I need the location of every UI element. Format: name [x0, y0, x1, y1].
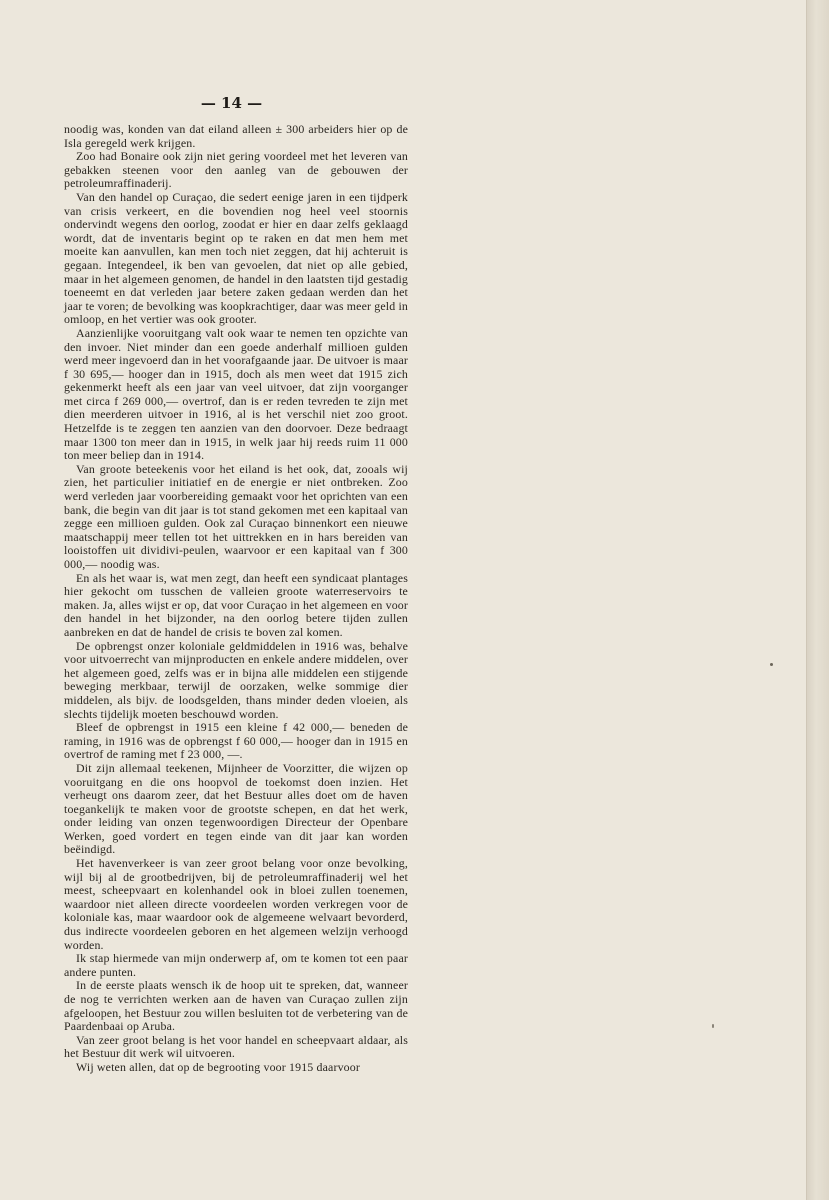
- paragraph: En als het waar is, wat men zegt, dan heeft een syndicaat plantages hier gekocht om tusschen de valleien groote waterreservoirs te maken. Ja, alles wijst er op, dat voor Curaçao in het algemeen en voor den handel in het bijzonder, na den oorlog betere tijden zullen aanbreken en dat de handel de crisis te boven zal komen.: [64, 570, 408, 639]
- paragraph: Van groote beteekenis voor het eiland is het ook, dat, zooals wij zien, het particulier initiatief en de energie er niet ontbreken. Zoo werd verleden jaar voorbereiding gemaakt voor het oprichten van een bank, die begin van dit jaar is tot stand gekomen met een kapitaal van zegge een millioen gulden. Ook zal Curaçao binnenkort een nieuwe maatschappij meer tellen tot het uittrekken en in hars bereiden van looistoffen uit dividivi-peulen, waarvoor er een kapitaal van f 300 000,— noodig was.: [64, 461, 408, 571]
- paragraph: In de eerste plaats wensch ik de hoop uit te spreken, dat, wanneer de nog te verrichten werken aan de haven van Curaçao zullen zijn afgeloopen, het Bestuur zou willen besluiten tot de verbetering van de Paardenbaai op Aruba.: [64, 978, 408, 1034]
- paragraph: Dit zijn allemaal teekenen, Mijnheer de Voorzitter, die wijzen op vooruitgang en die ons hoopvol de toekomst doen inzien. Het verheugt ons daarom zeer, dat het Bestuur alles doet om de haven toegankelijk te maken voor de grootste schepen, en dat het werk, onder leiding van onzen tegenwoordigen Directeur der Openbare Werken, goed vordert en tegen einde van dit jaar kan worden beëindigd.: [64, 760, 408, 857]
- paragraph: Het havenverkeer is van zeer groot belang voor onze bevolking, wijl bij al de grootbedrijven, bij de petroleumraffinaderij wel het meest, scheepvaart en kolenhandel ook in bloei zullen toenemen, waardoor niet alleen directe voordeelen worden verkregen voor de koloniale kas, maar waardoor ook de algemeene welvaart bevorderd, dus indirecte voordeelen geboren en het algemeen welzijn verhoogd worden.: [64, 856, 408, 952]
- paragraph: Aanzienlijke vooruitgang valt ook waar te nemen ten opzichte van den invoer. Niet minder dan een goede anderhalf millioen gulden werd meer ingevoerd dan in het voorafgaande jaar. De uitvoer is maar f 30 695,— hooger dan in 1915, doch als men weet dat 1915 zich gekenmerkt heeft als een jaar van veel uitvoer, dat zijn voorganger met circa f 269 000,— overtrof, dan is er reden tevreden te zijn met dien meerderen uitvoer in 1916, al is het verschil niet zoo groot. Hetzelfde is te zeggen ten aanzien van den doorvoer. Deze bedraagt maar 1300 ton meer dan in 1915, in welk jaar hij reeds ruim 11 000 ton meer beliep dan in 1914.: [64, 325, 408, 463]
- margin-mark: [712, 1024, 714, 1028]
- body-text: [64, 123, 408, 1075]
- paragraph: Van zeer groot belang is het voor handel en scheepvaart aldaar, als het Bestuur dit werk wil uitvoeren.: [64, 1032, 408, 1061]
- paragraph: Bleef de opbrengst in 1915 een kleine f 42 000,— beneden de raming, in 1916 was de opbrengst f 60 000,— hooger dan in 1915 en overtrof de raming met f 23 000, —.: [64, 720, 408, 762]
- paragraph: noodig was, konden van dat eiland alleen ± 300 arbeiders hier op de Isla geregeld werk krijgen.: [64, 122, 408, 150]
- paragraph: Ik stap hiermede van mijn onderwerp af, om te komen tot een paar andere punten.: [64, 951, 408, 979]
- paragraph: Zoo had Bonaire ook zijn niet gering voordeel met het leveren van gebakken steenen voor den aanleg van de gebouwen der petroleumraffinaderij.: [64, 149, 408, 191]
- paragraph: Van den handel op Curaçao, die sedert eenige jaren in een tijdperk van crisis verkeert, en die bovendien nog heel veel stoornis ondervindt wegens den oorlog, zoodat er hier en daar zelfs geklaagd wordt, dat de inventaris begint op te raken en dat men hem met moeite kan aanvullen, kan men toch niet zeggen, dat hij achteruit is gegaan. Integendeel, ik ben van gevoelen, dat niet op alle gebied, maar in het algemeen genomen, de handel in den laatsten tijd gestadig toeneemt en dat verleden jaar betere zaken gedaan werden dan het jaar te voren; de bevolking was koopkrachtiger, daar was meer geld in omloop, en het vertier was ook grooter.: [64, 189, 409, 327]
- margin-speck: [770, 663, 773, 666]
- page-number: — 14 —: [200, 94, 263, 112]
- paragraph: Wij weten allen, dat op de begrooting voor 1915 daarvoor: [76, 1059, 360, 1074]
- paragraph: De opbrengst onzer koloniale geldmiddelen in 1916 was, behalve voor uitvoerrecht van mijnproducten en enkele andere middelen, over het algemeen goed, zelfs was er in bijna alle middelen een stijgende beweging merkbaar, terwijl de oorzaken, welke sommige dier middelen, als bijv. de loodsgelden, thans minder deden vloeien, als slechts tijdelijk moeten beschouwd worden.: [64, 638, 408, 721]
- page-fold-edge: [806, 0, 829, 1200]
